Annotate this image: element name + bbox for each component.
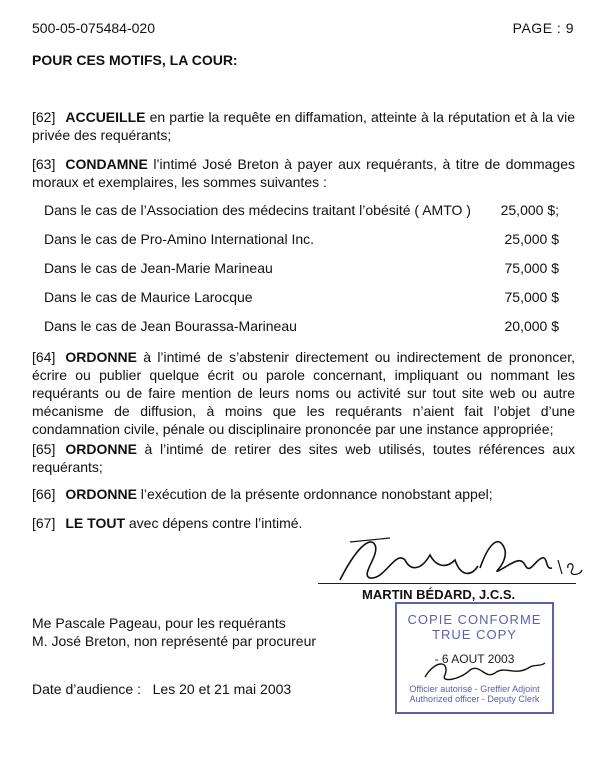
paragraph-number: [63] — [32, 156, 56, 172]
amount-row — [44, 318, 559, 334]
page-number: PAGE : 9 — [512, 20, 574, 36]
amount-label: Dans le cas de Jean Bourassa-Marineau — [44, 318, 297, 334]
hearing-value: Les 20 et 21 mai 2003 — [152, 681, 292, 697]
paragraph-66 — [32, 485, 575, 503]
paragraph-number: [65] — [32, 441, 56, 457]
amount-label: Dans le cas de l’Association des médecins traitant l’obésité ( AMTO ) — [44, 202, 471, 218]
counsel-requerants: Me Pascale Pageau, pour les requérants — [32, 615, 286, 631]
paragraph-62 — [32, 108, 575, 144]
paragraph-keyword: ORDONNE — [65, 441, 137, 457]
paragraph-number: [67] — [32, 515, 56, 531]
paragraph-keyword: LE TOUT — [65, 515, 125, 531]
paragraph-number: [64] — [32, 349, 56, 365]
paragraph-number: [66] — [32, 486, 56, 502]
paragraph-number: [62] — [32, 109, 56, 125]
paragraph-keyword: ORDONNE — [65, 486, 137, 502]
amount-value: 75,000 $ — [504, 260, 559, 276]
counsel-intime: M. José Breton, non représenté par procureur — [32, 633, 317, 649]
hearing-date — [32, 680, 291, 698]
paragraph-text: en partie la requête en diffamation, atteinte à la réputation et à la vie privée des requérants; — [32, 109, 575, 143]
paragraph-63 — [32, 155, 575, 191]
amount-value: 75,000 $ — [504, 289, 559, 305]
paragraph-65 — [32, 440, 575, 476]
amount-row — [44, 202, 559, 218]
clerk-signature-icon — [420, 655, 550, 685]
stamp-line-1: COPIE CONFORME — [407, 612, 542, 627]
stamp-date: - 6 AOUT 2003 — [434, 652, 515, 666]
paragraph-64 — [32, 348, 575, 438]
paragraph-text: à l’intimé de retirer des sites web utilisés, toutes références aux requérants; — [32, 441, 575, 475]
amount-label: Dans le cas de Pro-Amino International Inc. — [44, 231, 315, 247]
stamp-role-fr: Officier autorisé - Greffier Adjoint — [409, 684, 540, 694]
paragraph-text: à l’intimé de s’abstenir directement ou indirectement de prononcer, écrire ou publier quelque écrit ou parole concernant, impliquant ou nommant les requérants ou de faire mention de leurs noms ou activité sur tout site web ou autre mécanisme de diffusion, à moins que les requérants n’aient fait l’objet d’une condamnation civile, pénale ou disciplinaire prononcée par une instance appropriée; — [32, 349, 575, 437]
paragraph-text: l’exécution de la présente ordonnance nonobstant appel; — [136, 486, 493, 502]
paragraph-keyword: ORDONNE — [65, 349, 137, 365]
file-number: 500-05-075484-020 — [32, 20, 155, 36]
amount-label: Dans le cas de Jean-Marie Marineau — [44, 260, 273, 276]
amount-value: 25,000 $; — [500, 202, 559, 218]
hearing-label: Date d’audience : — [32, 681, 141, 697]
signature-line — [318, 583, 576, 584]
amount-row — [44, 231, 559, 247]
judge-signature-icon — [330, 530, 590, 590]
paragraph-text: avec dépens contre l’intimé. — [125, 515, 303, 531]
amount-label: Dans le cas de Maurice Larocque — [44, 289, 253, 305]
paragraph-keyword: CONDAMNE — [65, 156, 148, 172]
amount-value: 20,000 $ — [504, 318, 559, 334]
paragraph-keyword: ACCUEILLE — [65, 109, 146, 125]
section-heading: POUR CES MOTIFS, LA COUR: — [32, 52, 238, 68]
paragraph-text: l’intimé José Breton à payer aux requérants, à titre de dommages moraux et exemplaires, les sommes suivantes : — [32, 156, 575, 190]
amount-row — [44, 289, 559, 305]
stamp-line-2: TRUE COPY — [432, 627, 517, 642]
amount-row — [44, 260, 559, 276]
stamp-role-en: Authorized officer - Deputy Clerk — [409, 694, 540, 704]
amount-value: 25,000 $ — [504, 231, 559, 247]
judge-name: MARTIN BÉDARD, J.C.S. — [362, 587, 516, 602]
